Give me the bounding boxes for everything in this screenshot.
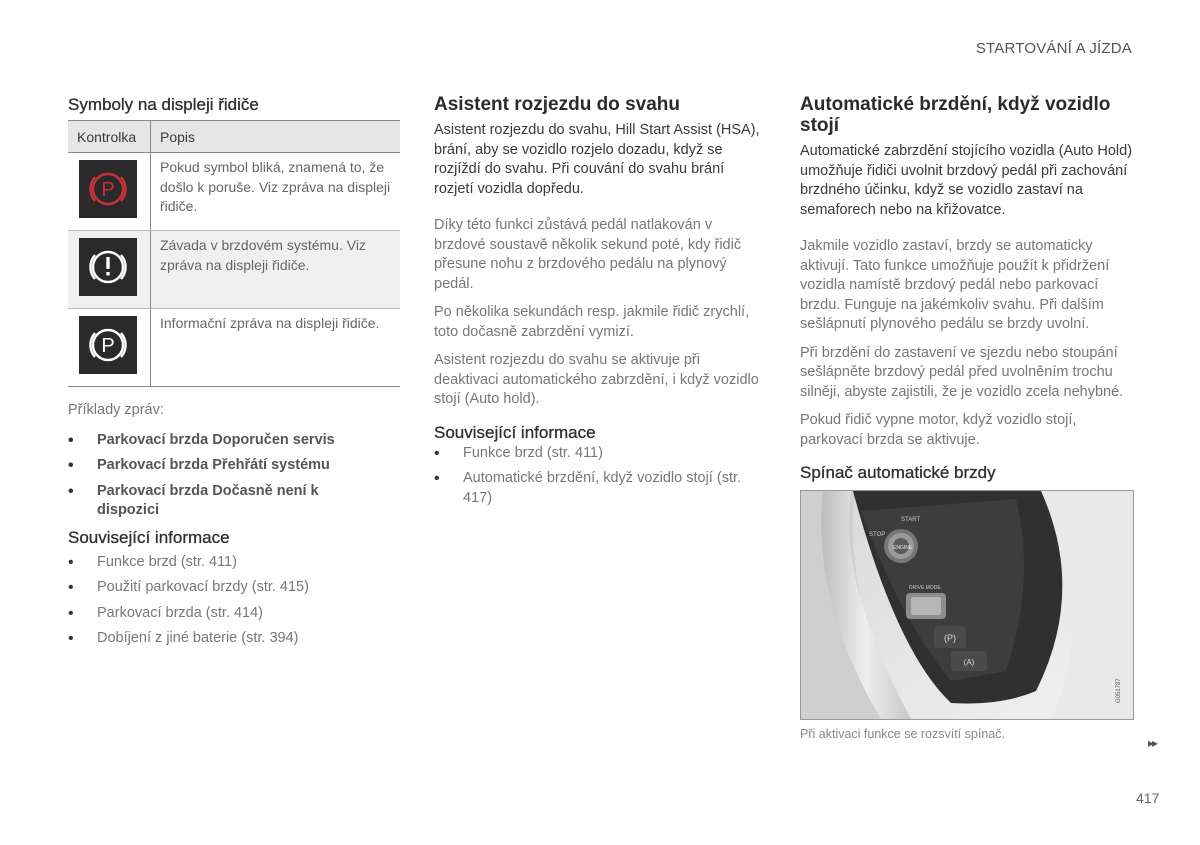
auto-hold-switch-icon: (A) bbox=[963, 658, 975, 667]
column-hill-start bbox=[434, 94, 764, 514]
paragraph: Pokud řidič vypne motor, když vozidlo stojí, parkovací brzda se aktivuje. bbox=[800, 412, 1077, 448]
continue-marker: ▸▸ bbox=[1148, 736, 1157, 750]
related-link[interactable]: • Funkce brzd (str. 411) bbox=[68, 553, 400, 573]
paragraph: Jakmile vozidlo zastaví, brzdy se automaticky aktivují. Tato funkce umožňuje použít k přidržení vozidla namístě brzdový pedál nebo parkovací brzdu. Funguje na jakémkoliv svahu. Při dalším sešlápnutí plynového pedálu se brzdy uvolní. bbox=[800, 238, 1110, 332]
table-header-description: Popis bbox=[151, 121, 401, 153]
related-link[interactable]: • Parkovací brzda (str. 414) bbox=[68, 604, 400, 624]
stop-label: STOP bbox=[869, 532, 886, 538]
table-cell-description: Informační zpráva na displeji řidiče. bbox=[151, 309, 401, 387]
center-console-photo bbox=[800, 490, 1134, 720]
running-header: STARTOVÁNÍ A JÍZDA bbox=[975, 40, 1132, 57]
table-cell-icon bbox=[68, 309, 151, 387]
related-link[interactable]: • Automatické brzdění, když vozidlo stojí (str. 417) bbox=[434, 469, 764, 508]
hill-start-heading: Asistent rozjezdu do svahu bbox=[434, 94, 680, 115]
related-list bbox=[68, 553, 400, 649]
auto-hold-lead: Automatické zabrzdění stojícího vozidla (Auto Hold) umožňuje řidiči uvolnit brzdový pedál při zachování brzdného účinku, když se vozidlo zastaví na semaforech nebo na křižovatce. bbox=[800, 143, 1133, 218]
auto-hold-heading: Automatické brzdění, když vozidlo stojí bbox=[800, 94, 1111, 136]
hill-start-lead: Asistent rozjezdu do svahu, Hill Start Assist (HSA), brání, aby se vozidlo rozjelo dozadu, když se rozjíždí do svahu. Při couvání do svahu brání rozjetí vozidla dopředu. bbox=[434, 122, 760, 197]
list-item: • Parkovací brzda Dočasně není k dispozici bbox=[68, 482, 337, 521]
parking-brake-red-icon bbox=[79, 160, 137, 218]
table-row bbox=[68, 153, 400, 231]
table-header-indicator: Kontrolka bbox=[68, 121, 151, 153]
photo-caption: Při aktivaci funkce se rozsvítí spínač. bbox=[800, 727, 1005, 741]
column-symbols bbox=[68, 94, 400, 655]
engine-label: ENGINE bbox=[893, 545, 913, 551]
switch-heading: Spínač automatické brzdy bbox=[800, 463, 996, 482]
image-code: G051787 bbox=[1116, 678, 1122, 703]
svg-text:P: P bbox=[101, 179, 115, 201]
parking-brake-white-icon bbox=[79, 316, 137, 374]
paragraph: Při brzdění do zastavení ve sjezdu nebo stoupání sešlápněte brzdový pedál před uvolněním trochu silněji, abyste zajistili, že je vozidlo zcela nehybné. bbox=[800, 344, 1124, 400]
message-list bbox=[68, 431, 400, 521]
paragraph: Díky této funkci zůstává pedál natlakován v brzdové soustavě několik sekund poté, kdy řidič přesune nohu z brzdového pedálu na plynový pedál. bbox=[434, 217, 742, 292]
related-link[interactable]: • Funkce brzd (str. 411) bbox=[434, 444, 764, 464]
parking-brake-switch-icon: (P) bbox=[944, 633, 956, 643]
column-auto-hold bbox=[800, 94, 1134, 741]
table-cell-icon bbox=[68, 153, 151, 231]
related-heading: Související informace bbox=[68, 527, 230, 547]
svg-text:P: P bbox=[101, 335, 115, 357]
related-link[interactable]: • Dobíjení z jiné baterie (str. 394) bbox=[68, 629, 400, 649]
table-header-row bbox=[68, 121, 400, 153]
table-row bbox=[68, 309, 400, 387]
list-item: • Parkovací brzda Přehřátí systému bbox=[68, 456, 400, 476]
table-cell-description: Pokud symbol bliká, znamená to, že došlo k poruše. Viz zpráva na displeji řidiče. bbox=[151, 153, 401, 231]
paragraph: Asistent rozjezdu do svahu se aktivuje při deaktivaci automatického zabrzdění, i když vozidlo stojí (Auto hold). bbox=[434, 352, 759, 407]
page-number: 417 bbox=[1136, 790, 1160, 806]
start-label: START bbox=[901, 517, 921, 523]
symbols-table bbox=[68, 120, 400, 387]
related-heading: Související informace bbox=[434, 422, 596, 442]
table-cell-description: Závada v brzdovém systému. Viz zpráva na displeji řidiče. bbox=[151, 231, 401, 309]
brake-system-warning-icon bbox=[79, 238, 137, 296]
examples-label: Příklady zpráv: bbox=[68, 402, 164, 418]
related-link[interactable]: • Použití parkovací brzdy (str. 415) bbox=[68, 578, 400, 598]
table-row bbox=[68, 231, 400, 309]
symbols-heading: Symboly na displeji řidiče bbox=[68, 95, 259, 114]
drive-mode-label: DRIVE MODE bbox=[909, 585, 941, 591]
paragraph: Po několika sekundách resp. jakmile řidič zrychlí, toto dočasně zabrzdění vymizí. bbox=[434, 304, 750, 340]
table-cell-icon bbox=[68, 231, 151, 309]
related-list bbox=[434, 444, 764, 509]
list-item: • Parkovací brzda Doporučen servis bbox=[68, 431, 400, 451]
